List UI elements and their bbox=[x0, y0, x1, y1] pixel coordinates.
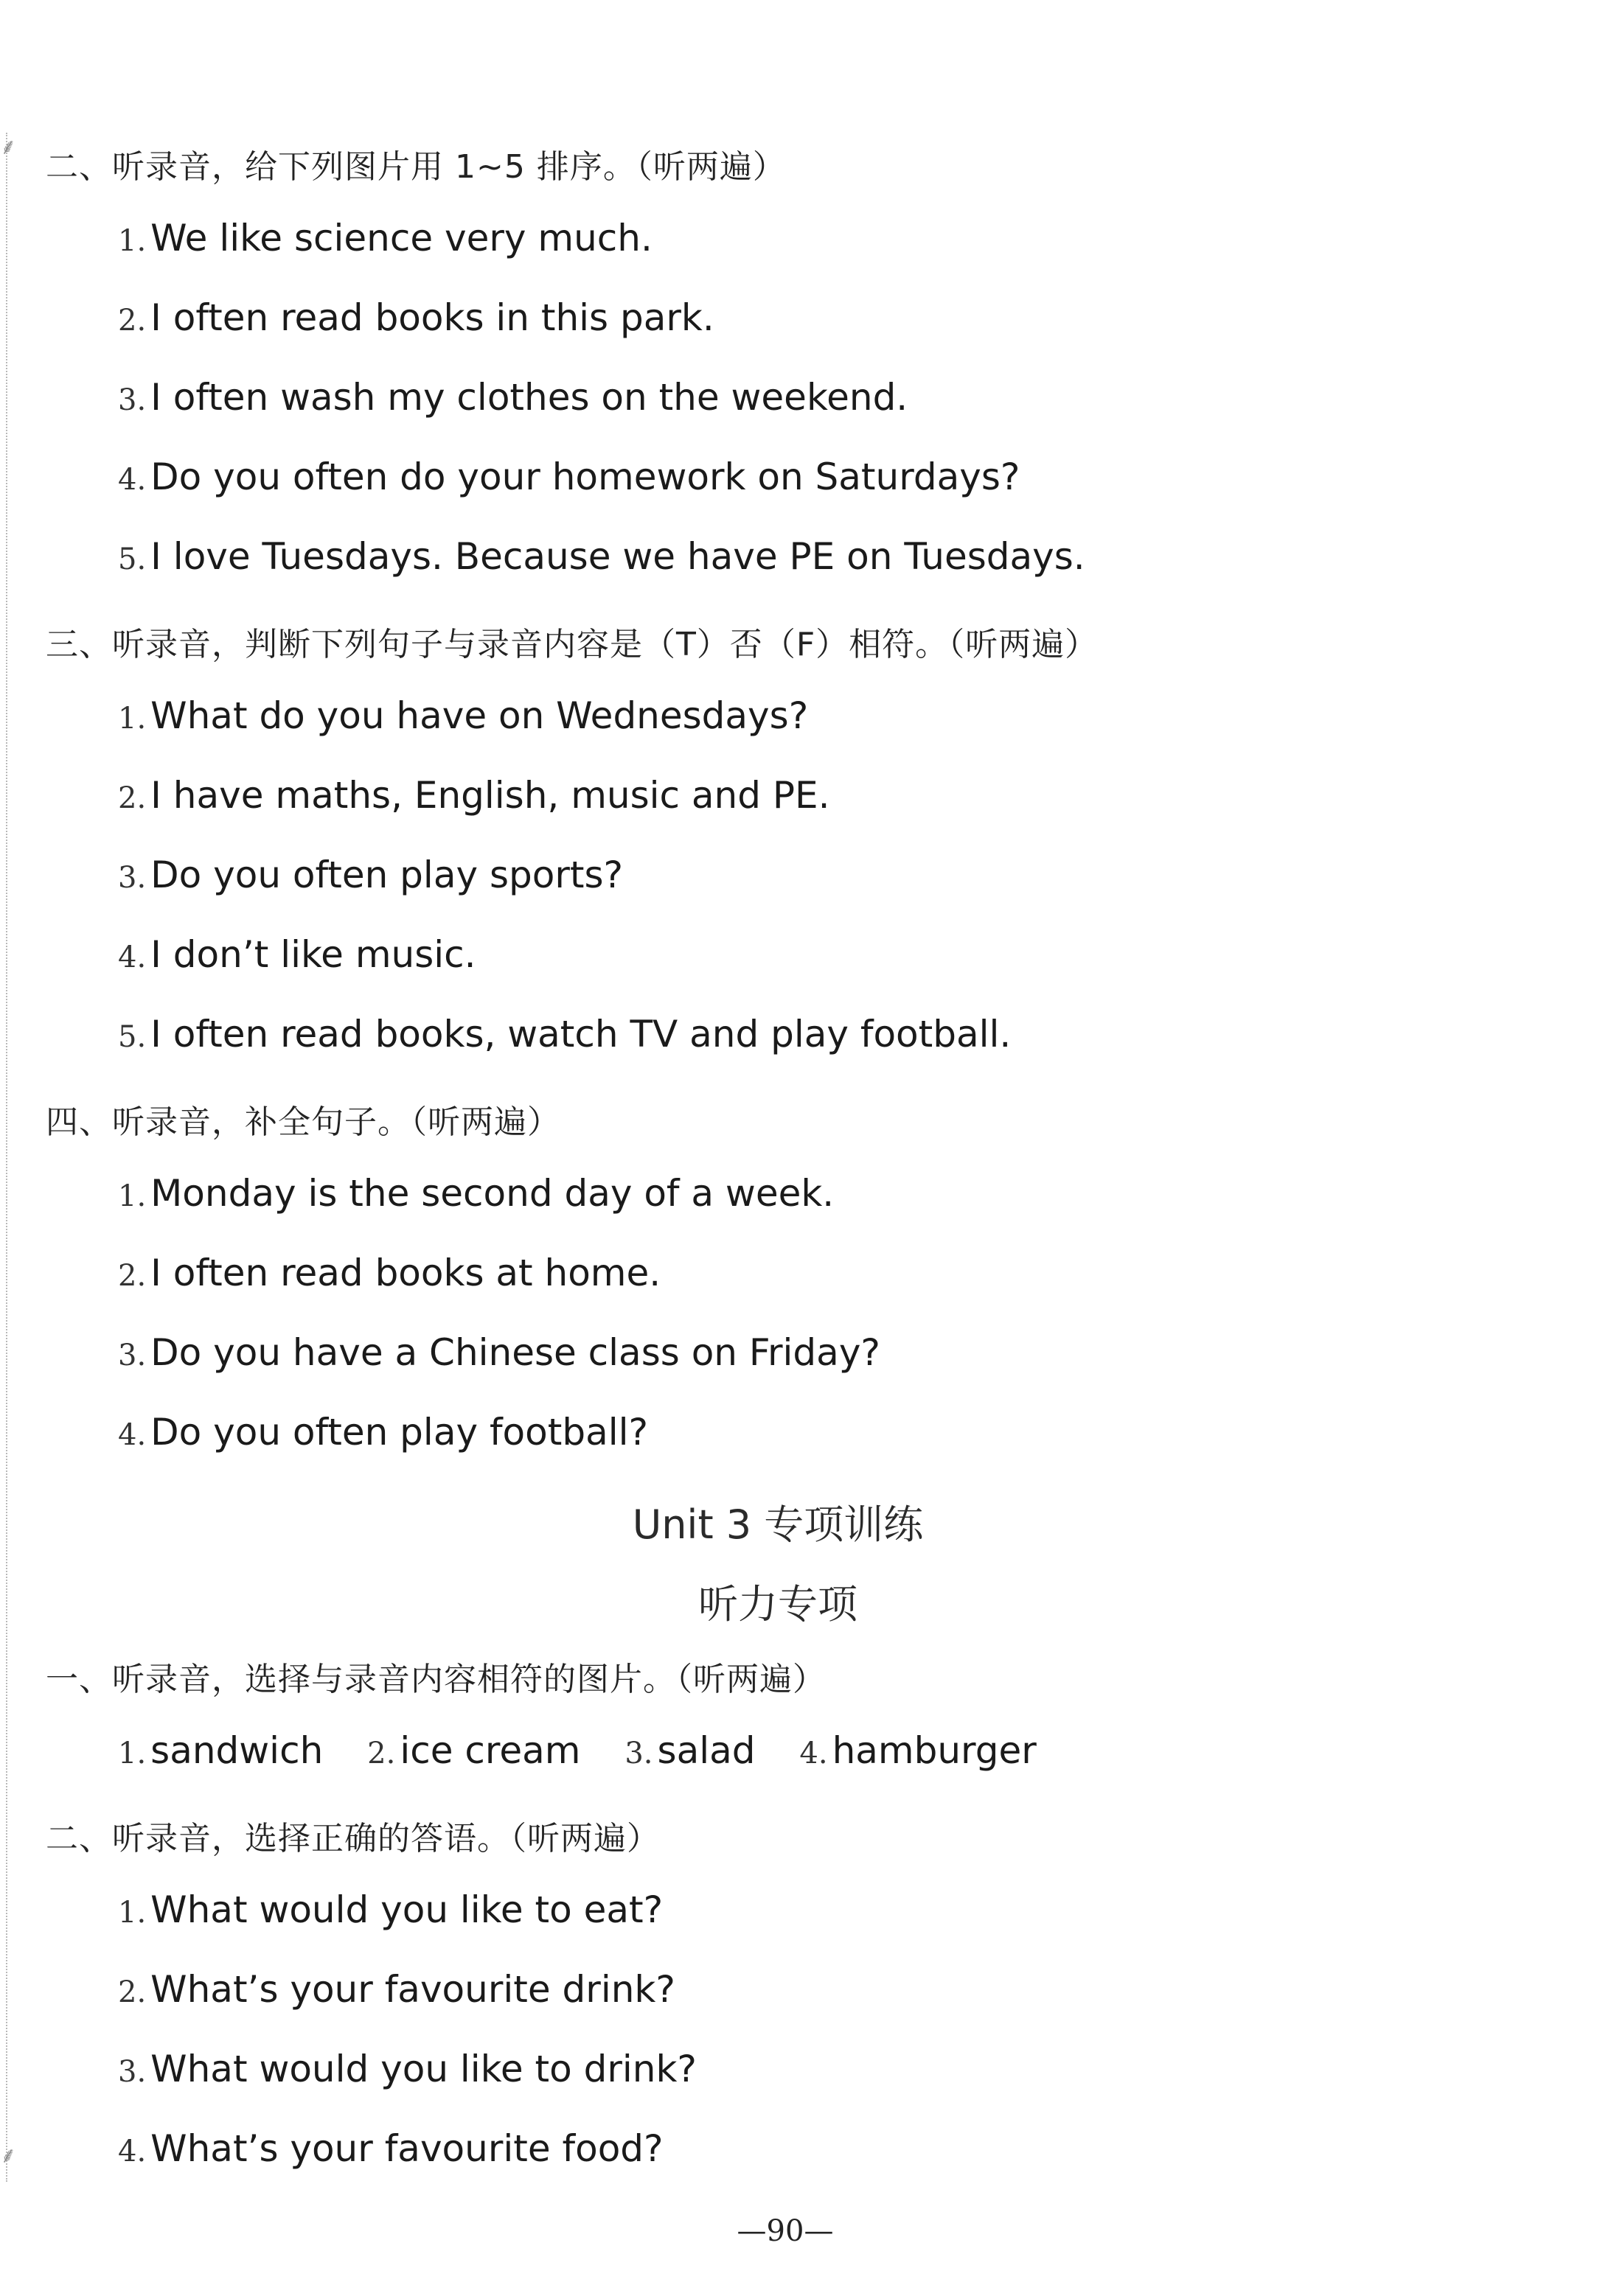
item-number: 4. bbox=[118, 463, 147, 497]
item-number: 3. bbox=[624, 1737, 653, 1770]
item-text: ice cream bbox=[400, 1729, 581, 1772]
item-number: 3. bbox=[118, 383, 147, 417]
list-item bbox=[118, 376, 908, 419]
item-text: I often read books in this park. bbox=[150, 296, 714, 339]
item-text: What do you have on Wednesdays? bbox=[150, 694, 809, 737]
item-number: 2. bbox=[118, 1259, 147, 1293]
item-number: 5. bbox=[118, 1020, 147, 1054]
list-item bbox=[118, 1013, 1011, 1055]
item-number: 1. bbox=[118, 1737, 147, 1770]
item-text: What would you like to eat? bbox=[150, 1888, 664, 1931]
item-text: I often wash my clothes on the weekend. bbox=[150, 376, 908, 419]
item-number: 1. bbox=[118, 702, 147, 736]
inline-item bbox=[799, 1729, 1036, 1772]
item-number: 4. bbox=[118, 1418, 147, 1452]
item-text: What’s your favourite food? bbox=[150, 2127, 664, 2170]
item-number: 1. bbox=[118, 1179, 147, 1213]
list-item bbox=[118, 1968, 675, 2011]
item-number: 4. bbox=[118, 2135, 147, 2168]
inline-item bbox=[367, 1729, 580, 1772]
item-text: What would you like to drink? bbox=[150, 2048, 697, 2090]
item-number: 3. bbox=[118, 2055, 147, 2089]
item-number: 2. bbox=[118, 1975, 147, 2009]
list-item bbox=[118, 296, 714, 339]
inline-item-list bbox=[118, 1729, 1069, 1772]
binding-ornament-icon: ⸙ bbox=[0, 2143, 17, 2168]
item-text: I don’t like music. bbox=[150, 933, 476, 976]
list-item bbox=[118, 1411, 648, 1454]
section-heading: 四、听录音，补全句子。（听两遍） bbox=[46, 1103, 560, 1141]
inline-item bbox=[624, 1729, 755, 1772]
section-heading: 一、听录音，选择与录音内容相符的图片。（听两遍） bbox=[46, 1661, 826, 1698]
item-number: 2. bbox=[118, 781, 147, 815]
item-number: 1. bbox=[118, 1896, 147, 1930]
list-item bbox=[118, 774, 830, 817]
section-heading: 二、听录音，给下列图片用 1~5 排序。（听两遍） bbox=[46, 148, 786, 186]
item-text: Do you often play sports? bbox=[150, 854, 624, 896]
list-item bbox=[118, 217, 653, 259]
item-number: 2. bbox=[367, 1737, 396, 1770]
item-text: Do you often do your homework on Saturdays? bbox=[150, 456, 1020, 498]
list-item bbox=[118, 1888, 663, 1931]
item-text: salad bbox=[657, 1729, 756, 1772]
item-text: I often read books, watch TV and play football. bbox=[150, 1013, 1012, 1055]
item-text: sandwich bbox=[150, 1729, 324, 1772]
item-number: 2. bbox=[118, 304, 147, 338]
section-heading: 二、听录音，选择正确的答语。（听两遍） bbox=[46, 1820, 660, 1857]
unit-title: Unit 3 专项训练 bbox=[632, 1501, 924, 1548]
item-text: Do you have a Chinese class on Friday? bbox=[150, 1331, 880, 1374]
inline-item bbox=[118, 1729, 323, 1772]
item-number: 4. bbox=[118, 941, 147, 974]
item-number: 3. bbox=[118, 1339, 147, 1372]
unit-subtitle: 听力专项 bbox=[698, 1581, 857, 1627]
section-heading: 三、听录音，判断下列句子与录音内容是（T）否（F）相符。（听两遍） bbox=[46, 626, 1099, 663]
list-item bbox=[118, 694, 808, 737]
list-item bbox=[118, 1172, 834, 1215]
item-number: 4. bbox=[799, 1737, 828, 1770]
list-item bbox=[118, 1331, 880, 1374]
page-number: —90— bbox=[737, 2214, 834, 2248]
item-text: I love Tuesdays. Because we have PE on Tuesdays. bbox=[150, 535, 1085, 578]
item-number: 3. bbox=[118, 861, 147, 895]
item-text: Do you often play football? bbox=[150, 1411, 649, 1454]
list-item bbox=[118, 535, 1085, 578]
list-item bbox=[118, 933, 476, 976]
item-number: 1. bbox=[118, 224, 147, 258]
item-text: We like science very much. bbox=[150, 217, 653, 259]
list-item bbox=[118, 456, 1020, 498]
item-text: hamburger bbox=[832, 1729, 1037, 1772]
item-text: I often read books at home. bbox=[150, 1252, 661, 1294]
binding-ornament-icon: ⸙ bbox=[0, 134, 17, 160]
list-item bbox=[118, 2127, 664, 2170]
list-item bbox=[118, 1252, 661, 1294]
item-text: Monday is the second day of a week. bbox=[150, 1172, 835, 1215]
item-number: 5. bbox=[118, 542, 147, 576]
list-item bbox=[118, 2048, 697, 2090]
item-text: I have maths, English, music and PE. bbox=[150, 774, 830, 817]
item-text: What’s your favourite drink? bbox=[150, 1968, 675, 2011]
list-item bbox=[118, 854, 623, 896]
